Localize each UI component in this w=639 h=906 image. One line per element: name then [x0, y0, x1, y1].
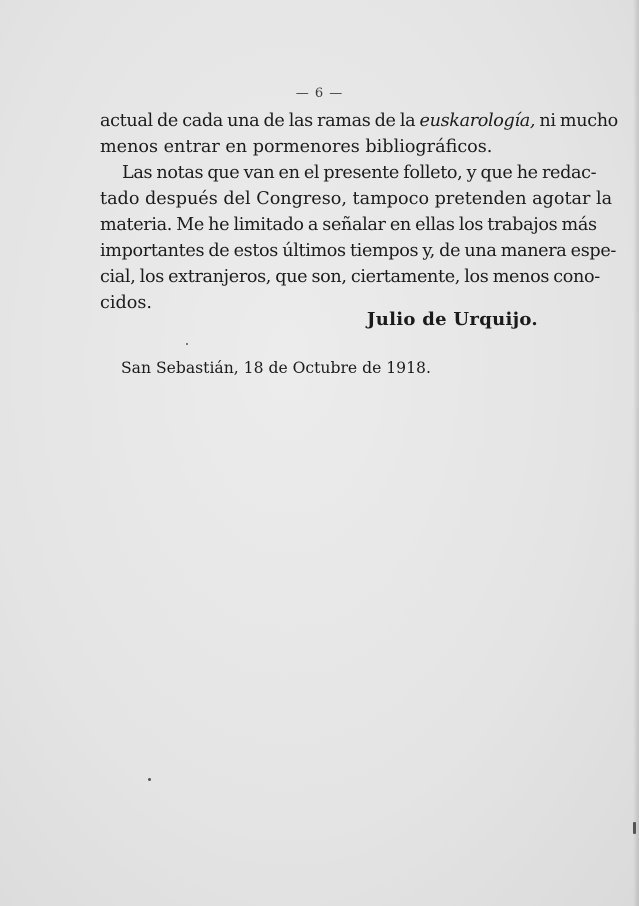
paragraph-2-line-5: cial, los extranjeros, que son, ciertamente, los menos cono-: [100, 267, 600, 287]
place-date-line: San Sebastián, 18 de Octubre de 1918.: [121, 359, 431, 377]
author-signature: Julio de Urquijo.: [366, 309, 538, 330]
scan-speck: [186, 343, 188, 345]
paragraph-2-line-2: tado después del Congreso, tampoco pretenden agotar la: [100, 189, 613, 209]
paragraph-2-line-6: cidos.: [100, 293, 152, 313]
scan-speck: [148, 778, 151, 781]
scan-speck: [633, 822, 636, 834]
paragraph-2: [100, 160, 616, 316]
paragraph-1: [100, 108, 618, 160]
paragraph-1-line-2: menos entrar en pormenores bibliográficos.: [100, 137, 493, 157]
body-text: [100, 108, 618, 316]
paragraph-1-line-1: [100, 108, 618, 134]
line-1-text-after: ni mucho: [539, 111, 618, 131]
scan-edge-shadow: [633, 0, 639, 906]
paragraph-2-line-1: Las notas que van en el presente folleto, y que he redac-: [122, 163, 597, 183]
italic-term: euskarología,: [419, 111, 536, 131]
paragraph-2-line-3: materia. Me he limitado a señalar en ellas los trabajos más: [100, 215, 597, 235]
line-1-text-before: actual de cada una de las ramas de la: [100, 111, 416, 131]
paragraph-2-line-4: importantes de estos últimos tiempos y, de una manera espe-: [100, 241, 616, 261]
page-number: — 6 —: [295, 86, 344, 101]
